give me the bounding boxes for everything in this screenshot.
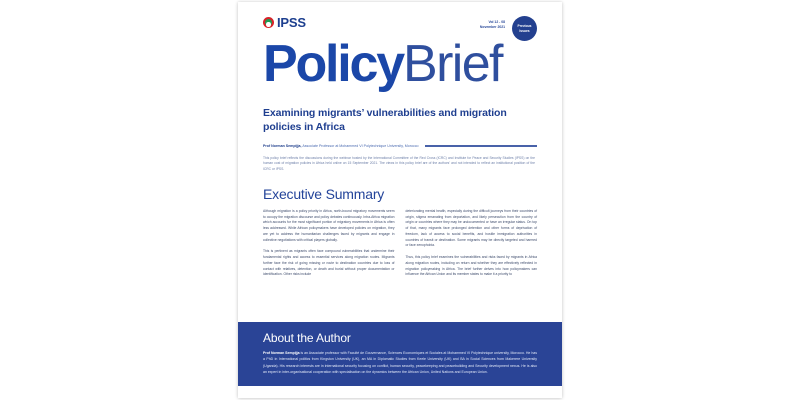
summary-paragraph: Although migration is a policy priority in Africa, north-bound migratory movements seem to occupy the migration discourse and policy debates continuously. Intra-Africa migration which accounts for the most significant portion of migratory movements in Africa is often less addressed. While African policymakers have developed policies on migration, they are yet to address the humanitarian challenges faced by migrants and engage in collective negotiations with critical players globally. <box>263 208 395 242</box>
masthead-brief: Brief <box>402 35 502 93</box>
summary-paragraph: This is pertinent as migrants often face compound vulnerabilities that undermine their fundamental rights and access to essential services along migration routes. Migrants further face the risk of going missing or route to destination countries due to loss of contact with relatives, detention, or death and burial without proper documentation or identification. Other risks include <box>263 249 395 277</box>
about-the-author-name: Prof Norman Sempijja <box>263 351 300 356</box>
executive-summary-left-column <box>263 209 395 284</box>
author-byline <box>263 144 419 149</box>
executive-summary-right-column <box>406 209 538 284</box>
byline-author-name: Prof Norman Sempijja, <box>263 143 302 148</box>
masthead <box>238 35 562 93</box>
executive-summary-section <box>238 172 562 322</box>
issue-date: November 2021 <box>479 25 505 30</box>
byline-divider <box>425 145 537 147</box>
ipss-emblem-icon <box>263 17 274 28</box>
about-the-author-bio <box>263 350 537 375</box>
about-the-author-bio-text: is an Associate professor with Faculté de Gouvernance, Sciences Economiques et Sociales at Mohammed VI Polytechnique university, Morocco. He has a PhD in International politics from Kingston University (UK), an MA in Diplomatic Studies from Keele University (UK) and BA in Social Sciences from Makerere University (Uganda). His research interests are in international security focusing on conflict, human security, peacekeeping and peacebuilding and Security development nexus. He is also an expert in inter-organisational cooperation with specialisation on the dynamics between the African Union, United Nations and European Union. <box>263 351 537 374</box>
disclaimer-text: This policy brief reflects the discussions during the webinar hosted by the International Committee of the Red Cross (ICRC) and Institute for Peace and Security Studies (IPSS) on the human cost of migration policies in Africa held online on 15 September 2021. The views in this policy brief are of the authors’ and not intended to reflect an institutional position of the ICRC or IPSS. <box>263 156 535 171</box>
previous-issues-badge[interactable] <box>512 16 537 41</box>
issue-volume: Vol 12 - 08 <box>488 20 505 24</box>
about-the-author-section <box>238 322 562 386</box>
ipss-wordmark: IPSS <box>277 15 306 30</box>
page-footer-margin <box>238 386 562 398</box>
issue-meta <box>480 20 505 30</box>
page-title: Examining migrants’ vulnerabilities and migration policies in Africa <box>263 107 507 134</box>
executive-summary-columns <box>263 209 537 284</box>
executive-summary-heading: Executive Summary <box>263 185 385 202</box>
previous-issues-badge-line2: Issues <box>519 28 530 33</box>
title-block <box>238 90 562 172</box>
summary-paragraph: deteriorating mental health, especially during the difficult journeys from their countries of origin, stigma emanating from deportation, and likely persecution from the country of origin or countries where they may be undocumented or have an irregular status. On top of that, many migrants face prolonged detention and other forms of deprivation of freedom, lack of access to social benefits, and hostile immigration authorities in countries of transit or destination. Some migrants may be directly targeted and harmed or face xenophobia. <box>405 208 537 248</box>
policy-brief-page <box>238 2 562 398</box>
about-the-author-heading: About the Author <box>263 331 351 346</box>
previous-issues-badge-line1: Previous <box>517 23 532 28</box>
page-header <box>238 2 562 36</box>
byline-affiliation: Associate Professor at Mohammed VI Polytechnique University, Morocco <box>302 143 419 148</box>
summary-paragraph: Thus, this policy brief examines the vulnerabilities and risks faced by migrants in Africa along migration routes, including on return and whether they are effectively reflected in migration policymaking in Africa. The brief further delves into how policymakers can influence the African Union and its member states to make it a priority to <box>405 255 537 277</box>
byline-row <box>263 144 537 149</box>
masthead-policy: Policy <box>263 35 403 93</box>
